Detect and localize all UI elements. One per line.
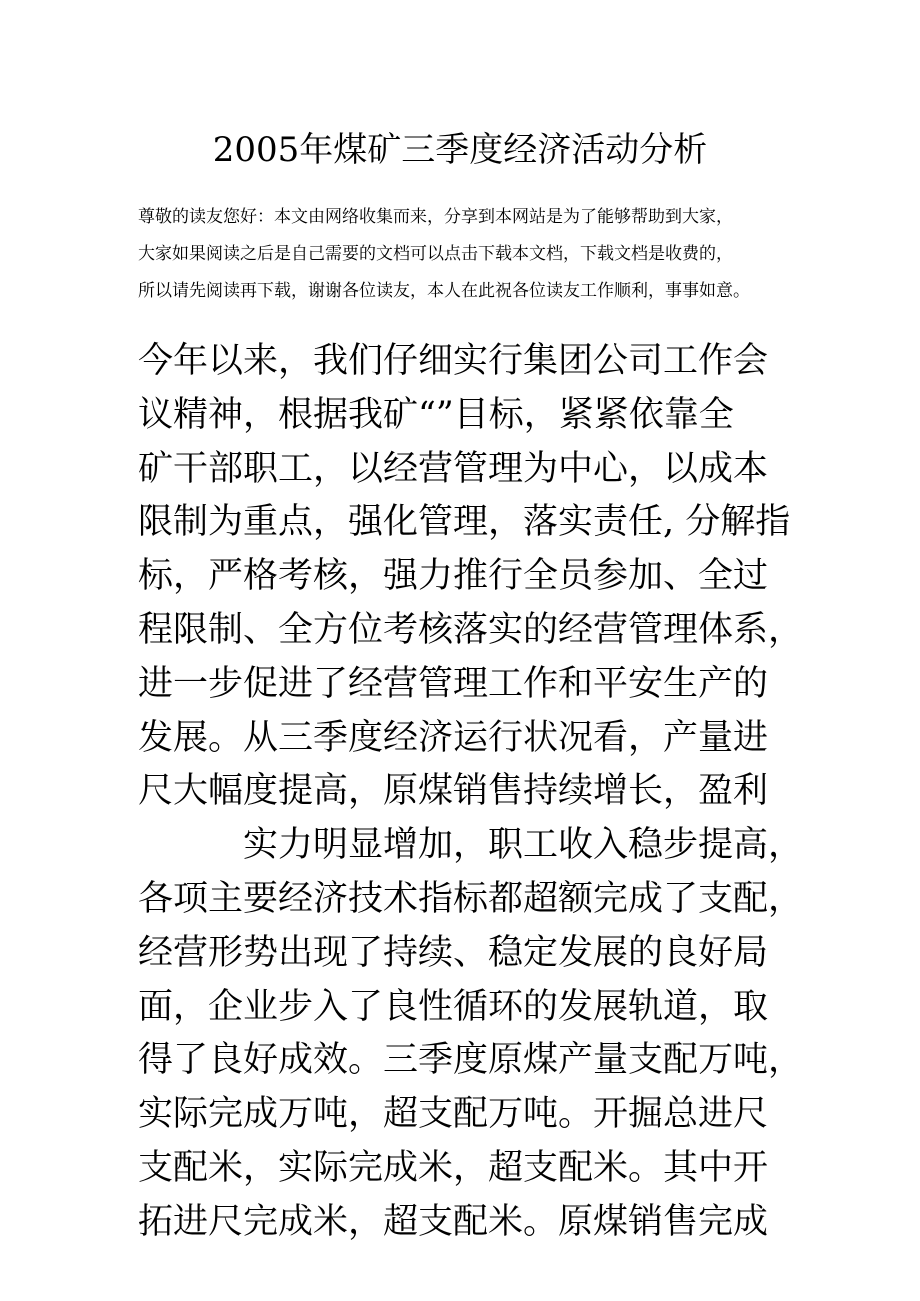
reader-notice	[138, 199, 818, 310]
body-line: 拓进尺完成米，超支配米。原煤销售完成	[138, 1201, 769, 1242]
body-line: 程限制、全方位考核落实的经营管理体系，	[138, 609, 804, 650]
body-line: 经营形势出现了持续、稳定发展的良好局	[138, 932, 769, 973]
body-line: 限制为重点，强化管理，落实责任, 分解指	[138, 502, 791, 543]
body-line: 得了良好成效。三季度原煤产量支配万吨，	[138, 1040, 804, 1081]
body-line: 尺大幅度提高，原煤销售持续增长，盈利	[138, 771, 769, 812]
body-line: 面，企业步入了良性循环的发展轨道，取	[138, 986, 769, 1027]
body-line: 发展。从三季度经济运行状况看，产量进	[138, 717, 769, 758]
notice-line: 所以请先阅读再下载，谢谢各位读友，本人在此祝各位读友工作顺利，事事如意。	[138, 281, 750, 301]
notice-line: 大家如果阅读之后是自己需要的文档可以点击下载本文档，下载文档是收费的，	[138, 244, 733, 264]
body-line: 议精神，根据我矿“”目标，紧紧依靠全	[138, 394, 734, 435]
body-line: 进一步促进了经营管理工作和平安生产的	[138, 663, 769, 704]
body-line: 矿干部职工，以经营管理为中心，以成本	[138, 448, 769, 489]
body-line: 实际完成万吨，超支配万吨。开掘总进尺	[138, 1094, 769, 1135]
body-line: 各项主要经济技术指标都超额完成了支配，	[138, 878, 804, 919]
body-line: 今年以来，我们仔细实行集团公司工作会	[138, 341, 769, 381]
body-line: 支配米，实际完成米，超支配米。其中开	[138, 1147, 769, 1188]
body-line: 标，严格考核，强力推行全员参加、全过	[138, 556, 769, 597]
document-title: 2005年煤矿三季度经济活动分析	[212, 130, 708, 170]
body-line: 实力明显增加，职工收入稳步提高，	[243, 825, 804, 866]
body-paragraph	[138, 335, 804, 1250]
notice-line: 尊敬的读友您好：本文由网络收集而来，分享到本网站是为了能够帮助到大家，	[138, 207, 733, 227]
